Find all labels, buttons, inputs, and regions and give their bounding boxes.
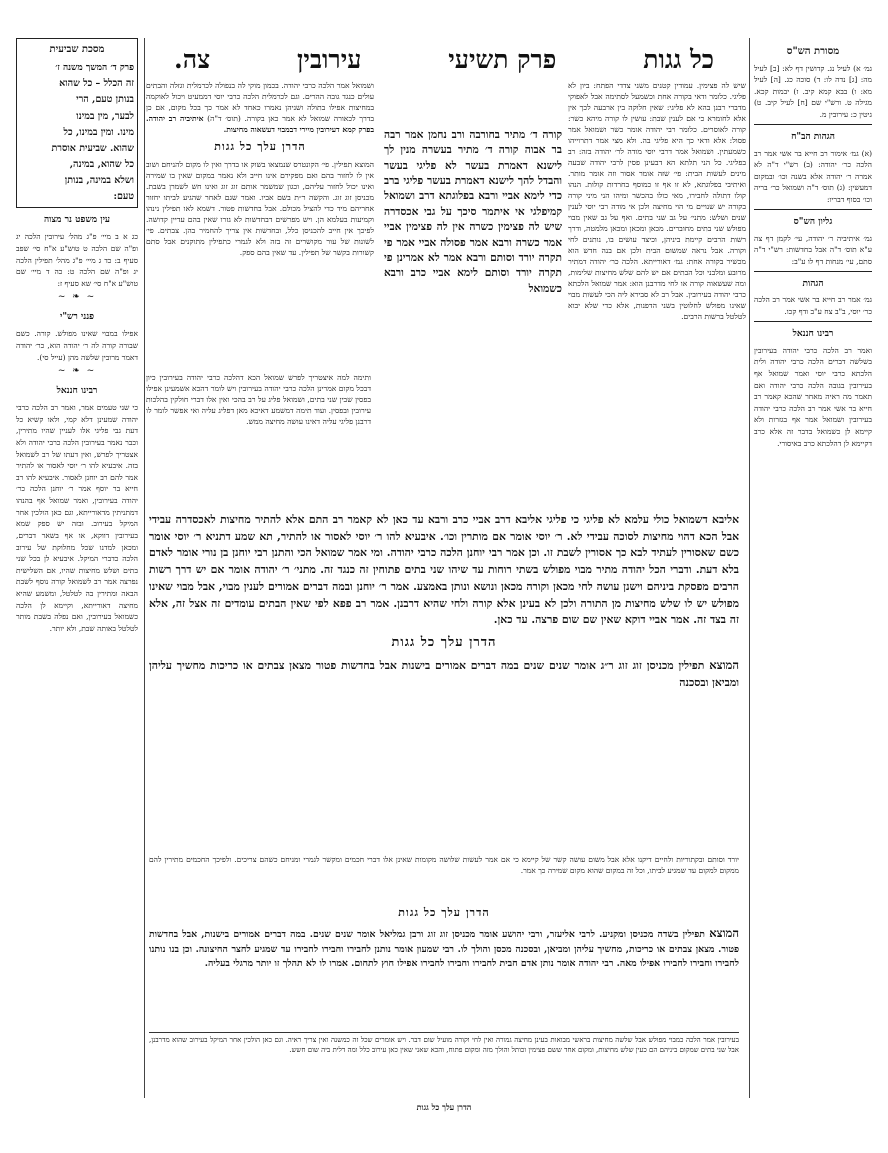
- chapter-name: כל גגות: [643, 45, 714, 74]
- bottom-text: תפילין בשדה מכניסן ומקניע. לרבי אליעזר, ורבי יהושע אומר מכניסן זוג זוג ורבן גמליאל אומר שנים שנים. במה דברים אמורים בישנות, אבל בחדשות פטור. מצאן צבתים או כריכות, מחשיך עליהן ומביאן, ובסכנה מכסן והולך לו. רבי שמעון אומר נותנן לחבירו וחבירו לחבירו עד שמגיע לחצר החיצונה. וכן בנו נותנו לחבירו וחבירו לחבירו אפילו מאה. רבי יהודה אומר נותן אדם חבית לחבירו וחבירו לחבירו אפילו חוץ לתחום. אמרו לו לא תהלך זו יותר מרגלי בעליה.: [149, 929, 739, 970]
- tosafot-lead: איתיביה רב יהודה. בפרק קמא דעירובין מיירי דבמבוי דעשאוה מחיצות.: [146, 114, 374, 134]
- box-line: מינו. ומין במינו, כל: [63, 126, 134, 138]
- tractate-name: עירובין: [297, 45, 362, 74]
- box-line: ושלא במינה, בנותן: [64, 175, 134, 187]
- bottom-lead-word: המוצא: [709, 926, 739, 941]
- left-side-panel: [16, 38, 138, 635]
- right-side-panel: [754, 38, 872, 449]
- mishnah-box: [16, 38, 138, 208]
- pninei-text: אפילו במבוי שאינו מפולש. קורה. כשם שבורה קורה לה ר׳ יהודה הוא, כר׳ יהודה דאמר מרובין שלשה מהן (עייל סי).: [16, 329, 138, 362]
- masoret-text: גמ׳ א) לעיל נג. קדושין דף לא: [ב] לעיל מה: [ג] נדה לו: ד) סוכה כג. [ה] לעיל מא: ו) בבא קמא קיב. ז) יבמות קכא. מגילה ט. ורש"י שם [ח] לעיל קיב. ט) גיטין כ: עירובין מ.: [754, 63, 872, 119]
- tosafot-commentary-bottom: ותימה למה איצטריך לפרש שמואל הכא דהלכה כרבי יהודה בעירובין כיון דבכל מקום אמרינן הלכה כרבי יהודה בעירובין ויש לומר דהכא אשמעינן אפילו בפסין שבין שני בתים, ושמואל פליג על רב בהכי ואין אלו דברי חולקין בהלכות עירובין ובפסין. ועוד תימה דמשמע דאיכא מאן דפליג עליה ואי אפשר לומר לו דרבנן פליגי עליה דאינו עושה מחיצה ממש.: [146, 373, 371, 426]
- tosafot-text: ושמואל אמר הלכה כרבי יהודה. בכמון מוקי לה בנפולה לכרמלית וגזלה והבתים עולים כנגד גובה ההרים. וגם לכרמלית הלכה כרבי יוסי דממעיט ויכול לאוקמה במחיצות אפילו בתולה ושניהן נאמרו כאחד לא אמר כך בכל מקום, אם כן בדרך לכאורה שמואל לא אמר כאן בקורה. (תוס׳ ד"ה): [146, 81, 374, 123]
- ornament: ~ ❧ ~: [57, 292, 97, 303]
- box-line: שהוא. שביעית אוסרת: [51, 142, 134, 154]
- hagahot2-title: הגהות: [802, 278, 824, 289]
- box-line: לבער, מין במינו: [76, 110, 134, 122]
- rabbenu-text-left: כי שני טעמים אמר, ואמר רב הלכה כרבי יהודה שמעינן דלא קמי, ולאו קשיא כל דעת גבי פליגי אלו לעניין שהיו מתירין, וכבר נאמר בעירובין הלכה כרבי יהודה ולא אצטריך לפרש, ואין דעתו של רב לשמואל בזה. איבעיא להו ר׳ יוסי לאסור או להתיר אמר להם רב יוחנן לאסור. איבעיא להו רב חייא בר יוסף אמר ר׳ יוחנן הלכה כר׳ יהודה בעירובין, ואמר שמואל אף בהנהו דמתניתין מדאורייתא, וגם כאן הולכין אחר המיקל בעירוב. ובזה יש ספק שמא בעירובין דווקא, או אף בשאר דברים, ומכאן למדנו שכל מחלוקת של עירוב הלכה כדברי המיקל. איבעיא לן בכל שני בתים ושלש מחיצות שהיו, אם השלישית נפרצה אמר רב לשמואל קורה נוסף לשבת הבאה ומתירין בה לטלטל, ומשמע שהיא מחיצה דאורייתא, וקיימא לן הלכה כשמואל בעירובין, ואם נפלה בשבת מותר לטלטל באותה שבת, ולא יותר.: [16, 403, 138, 633]
- ornament: ~ ❧ ~: [57, 366, 97, 377]
- gemara-wide-text: אליבא דשמואל כולי עלמא לא פליגי כי פליגי אליבא דרב אביי כרב ורבא עד כאן לא קאמר רב התם אלא להתיר מחיצות לאכסדרה עבידי אבל הכא דהוי מחיצות לסוכה עבידי לא. ר׳ יוסי אומר אם מותרין וכו׳. איבעיא להו ר׳ יוסי לאסור או להתיר, תא שמע דתניא ר׳ יוסי אומר כשם שאסורין לעתיד לבא כך אסורין לשבת זו. וכן אמר רבי יוחנן הלכה כרבי יהודה. ומי אמר שמואל הכי והתנן רבי יוחנן בן נורי אומר לאדם בלא דעת. ודברי הכל יהודה מתיר מבוי מפולש בשתי רוחות עד שיהו שני בתים פתוחין זה כנגד זה. מתני׳ ר׳ יהודה אומר אם יש דרך רשות הרבים מפסקת ביניהם וישנן עושה לחי מכאן וקורה מכאן ונושא ונותן באמצע. אמר ר׳ יוחנן ובמה דברים אמורים לענין מבוי, אבל מבוי שאינו מפולש יש לו שלש מחיצות מן התורה ולכן לא בעינן אלא קורה ולחי שהיא דרבנן. אמר רב פפא לפי שאין הבתים עומדים זה אצל זה, אלא זה בצד זה. אמר אביי דוקא שאין שם שום פרצה. עד כאן.: [149, 513, 739, 627]
- rabbenu-title-right: רבינו חננאל: [792, 328, 834, 339]
- mishnah-text: תפילין מכניסן זוג זוג ר״ג אומר שנים שנים במה דברים אמורים בישנות אבל בחדשות פטור מצאן צבתים או כריכות מחשיך עליהן ומביאן ובסכנה: [149, 659, 739, 690]
- box-line: כל שהוא, במינה,: [69, 159, 134, 170]
- mishnah-box-title: מסכת שביעית: [49, 44, 105, 55]
- pninei-title: פנני רש"י: [59, 312, 95, 323]
- talmud-page: [14, 12, 874, 1142]
- hagahot-title: הגהות הב"ח: [791, 131, 835, 142]
- gemara-text-top: קורה ד׳ מתיר בחורבה ורב נחמן אמר רבה בר אבוה קורה ד׳ מתיר בעשרה מנין לך לישנא דאמרת בעשר לא פליגי בעשר והבדל להך לישנא דאמרת בעשר פליגי ברב כדי לימא אביי ורבא בפלוגתא דרב ושמואל קמיפלגי אי איתמר סיכך על גבי אכסדרה שיש לה פצימין כשרה אין לה פצימין אביי אמר כשרה ורבא אמר פסולה אביי אמר פי תקרה יורד וסותם ורבא אמר לא אמרינן פי תקרה יורד וסותם לימא אביי כרב ורבא כשמואל: [384, 129, 562, 295]
- gemara-chapter-end: הדרן עלך כל גגות: [391, 635, 497, 651]
- ein-mishpat-text: כג א ב מיי׳ פ"ג מהל׳ עירובין הלכה יג ופ"ה שם הלכה ט טוש"ע א"ח סי׳ שפב סעיף ב: כד ג מיי׳ פ"ג מהל׳ תפילין הלכה יג ופ"ה שם הלכה ט: כה ד מיי׳ שם טוש"ע א"ח סי׳ שא סעיף ז:: [16, 232, 138, 288]
- gemara-text-wide: [149, 512, 739, 692]
- masoret-title: מסורת הש"ס: [786, 46, 840, 57]
- gilyon-title: גליון הש"ס: [793, 216, 833, 227]
- box-line: טעם:: [113, 191, 134, 203]
- hagahot2-text: גמ׳ אמר רב חייא בר אשי אמר רב הלכה כר׳ יוסי, ב"ב צח ע"ב ודף קכו.: [754, 295, 872, 317]
- gilyon-text: גמ׳ איתיביה ר׳ יהודה, עי׳ לקמן דף צה ע"א תוס׳ ד"ה אבל בחדשות: רש"י ד"ה סתם, עי׳ מנחות דף לו ע"ב:: [754, 233, 872, 266]
- rabbenu-title-left: רבינו חננאל: [56, 386, 98, 397]
- mishnah-lead-word: המוצא: [709, 658, 739, 673]
- page-header: [174, 42, 714, 78]
- right-frame-line: [749, 38, 750, 1098]
- footnotes: בעירובין אמר הלכה כמבוי מפולש אבל שלשה מחיצות בראשי מבואות בעינן מחיצה גמורה ואין לחי וקורה מועיל שום דבר. ויש אומרים שכל זה כמשנה ואין צריך ראיה. וגם כאן הולכין אחר המיקל בעירוב שהוא מדרבנן, אבל שני בתים שמקום ביניהם הם כעין שלש מחיצות, ומקום אחד ששם פצימין וכותל והולך מזה ומקום פתוח, והכא שאני שאין כאן עירוב כלל ומה דלית ביה שום חשש.: [149, 1032, 739, 1055]
- rabbenu-text-right: ואמר רב הלכה כרבי יהודה בעירובין בשלשה דברים הלכה כרבי יהודה ולית הלכתא כרבי יוסי ואמר שמואל אף בעירובין בגובה הלכה כרבי יהודה ואם תאמר מה ראיה מאחר שהכא קאמר רב חייא בר אשי אמר רב הלכה כרבי יהודה בעירובין ושמואל אמר אף בגזרות ולא קיימא לן כשמואל בדבר זה אלא כרב דקיימא לן דהלכתא כרב באיסורי.: [754, 345, 872, 448]
- box-line: זה הכלל – כל שהוא: [59, 78, 134, 90]
- bottom-chapter-end: הדרן עלך כל גגות: [398, 906, 490, 919]
- left-frame-line: [144, 38, 145, 1098]
- box-line: פרק ד׳ המשך משנה ז׳: [55, 63, 134, 73]
- mid-notes: יורד וסותם ובקתוריות ולחיים דיקנו אלא אבל משום עושה קשר של קיימא כי אם אמר לעשות שלושה מקומות שאינן אלו דברי חכמים ומקשר לגמרי ומניחם כשהם צריכים. ולפיכך החכמים מתירין להם ממקום למקום עד שמגיע לביתו, וכל זה במקום שהוא מקום שמירה כך אמר.: [149, 855, 739, 876]
- box-line: בנותן טעם, הרי: [76, 94, 134, 106]
- tosafot-text3: המוצא תפילין. פי׳ הקונטרס שנמצאו בשוק או בדרך ואין לו מקום להניחם ושוב אין לו לחזור בהם ואם מפקירם אינו חייב ולא נאמר במקום שאין בו שמירה ואינו יכול לחזור עליהם, וכגון שמשמר אותם זוג זוג ואינו חש לשמרן בשבת. מכניסן זוג זוג. והקשה ר״ת בשם אביו. ואמר שגם לאחר שהגיע לביתו יחזור אחריהם מיד כדי להציל מכולם. אבל בחדשות פטור. דשמא לאו תפילין נינהו וקמיעות בעלמא הן. ויש מפרשים דבחדשות לא גזרו שאין בהם עדיין קדושה. לפיכך אין חייב להכניסן כלל, ובחדשות אין צריך להחמיר בהן. צבתים. פי׳ לשונות של עור מקושרים זה בזה ולא לגמרי כתפילין מתוקנים אבל סתם קשורות בקשר של תפילין. עד שאין בהם ספק.: [146, 159, 374, 257]
- rashi-commentary: שיש לה פצימין. עמודין קטנים משני צדדי הפתח: ביון לא פליגי. כלומר ודאי בקורה אחת וכשמעל לסתימה אבל לאפוקי מדברי רבנן בהא לא פליגי: שאין חלוקה בין ארבעה לכך אין אלא לחומרא כי אם לענין שבת: עושין לו קורה מיהא כשר: קורה לאוסרים. כלומר רבי יהודה אומר כשר ושמואל אמר פסול: אלא ודאי כך היא פליגי בה. ולא מצי אמר דתרוייהו כשמעתין. ושמואל אמר דרבי יוסי מודה לר׳ יהודה בזה: רב בפליגי. כל הני תלתא הא דבעינן פסין לרבי יהודה שבעה מינים לעשות הבית: פי׳ שזה אומר אסור וזה אומר מותר. ואיתיבי בפלוגתא, לא זו אף זו כמוסף בחרדות קולות. הנהו קולו דתולה לחבירו, מאי כולו בהכשר ומיהו הני מיני קורה בקורה יש שנויים מי הוי מחיצה ולכן אי מודה רבי יוסי לענין שנים ושלש: מתני׳ על גב שני בתים. ואף על גב שאין מבוי מפולש שני בתים מחוברים. מכאן ומכאן ומכאן מלמטה, ודרך רשות הרבים קיימת ביניהן, וכיצד עושים בו, נותנים לחי וקורה. אבל נראה שמשום הבית ולכן אם בנה חדש הוא מכשיר בקורה אחת: גמ׳ דאורייתא. הלכה כר׳ יהודה דמתיר מרובע ומלבני וכל הבתים אם יש להם שלש מחיצות שלימות, ומה שעשאוה קורה או לחי מדרבנן הוא: אמר שמואל הלכתא כרבי יהודה בעירובין. אבל רב לא סבירא ליה הכי לעשות מבוי שאינו מפולש לחלוטין בשני הדפנות, אלא כדי שלא יבוא לטלטל ברשות הרבים.: [568, 81, 746, 321]
- ein-mishpat-title: עין משפט נר מצוה: [43, 215, 111, 226]
- footer-title: הדרן עלך כל גגות: [416, 1102, 472, 1112]
- hagahot-text: (א) גמ׳ אימור רב חייא בר אשי אמר רב הלכה כר׳ יהודה: (ב) רש"י ד"ה לא אמרה ר׳ יהודה אלא בשנה וכו׳ ובמקום דמעשין: (ג) תוס׳ ד"ה ושמואל כר׳ בריה וכו׳ בסוף דבריו:: [754, 148, 872, 205]
- chapter-number: פרק תשיעי: [448, 45, 557, 74]
- tosafot-chapter-end: הדרן עלך כל גגות: [214, 140, 306, 153]
- tosafot-commentary-top: [146, 80, 374, 370]
- bottom-commentary: [149, 900, 739, 972]
- daf-number: צה.: [174, 45, 211, 74]
